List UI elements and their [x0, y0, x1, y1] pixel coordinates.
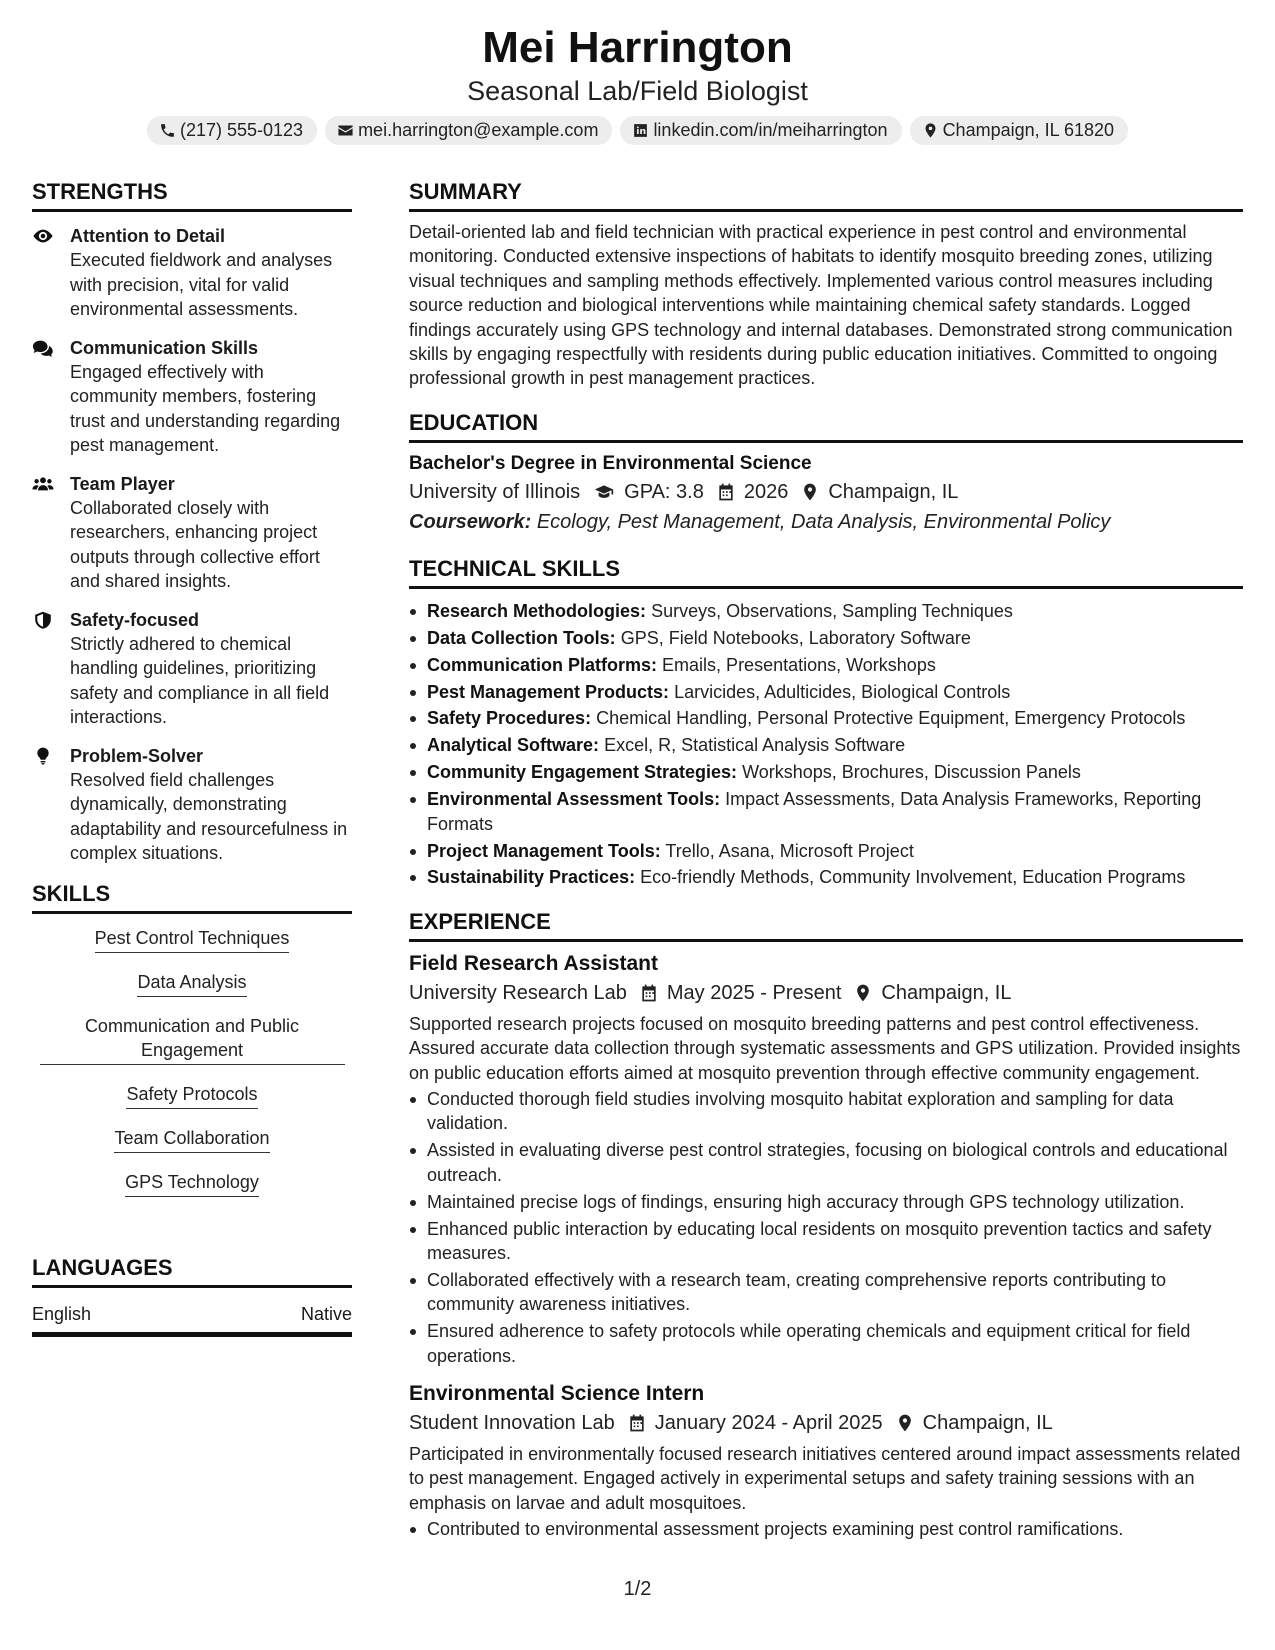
- skill-value: Trello, Asana, Microsoft Project: [665, 840, 914, 861]
- technical-skill-item: [409, 599, 1243, 623]
- education-heading: EDUCATION: [409, 409, 1243, 443]
- job-location: Champaign, IL: [881, 981, 1012, 1004]
- map-pin-icon: [853, 983, 873, 1003]
- job-org: Student Innovation Lab: [409, 1412, 615, 1434]
- job-bullet: Conducted thorough field studies involving mosquito habitat exploration and sampling for data validation.: [409, 1087, 1243, 1136]
- skill-value: Excel, R, Statistical Analysis Software: [604, 735, 906, 756]
- skill-item: Pest Control Techniques: [95, 926, 290, 953]
- job-org: University Research Lab: [409, 981, 627, 1004]
- phone-icon: [159, 122, 176, 139]
- contact-phone[interactable]: [147, 116, 317, 145]
- job-bullet: Ensured adherence to safety protocols while operating chemicals and equipment critical for field operations.: [409, 1319, 1243, 1368]
- skill-label: Community Engagement Strategies:: [427, 762, 738, 783]
- contact-location-text: Champaign, IL 61820: [942, 120, 1115, 140]
- job-description: Participated in environmentally focused research initiatives centered around impact assessments related to pest management. Engaged actively in experimental setups and safety training sessions with an emphasis on larvae and adult mosquitoes.: [409, 1444, 1241, 1513]
- contact-bar: [0, 116, 1275, 145]
- job-description: Supported research projects focused on mosquito breeding patterns and pest control effectiveness. Assured accurate data collection through systematic assessments and GPS utilization. Provided insights on public education efforts aimed at mosquito prevention through effective community engagement.: [409, 1013, 1241, 1083]
- strength-item: [32, 224, 352, 322]
- job-dates: January 2024 - April 2025: [654, 1412, 883, 1434]
- map-pin-icon: [895, 1413, 915, 1433]
- experience-section: [409, 908, 1243, 1542]
- skill-item: Safety Protocols: [126, 1082, 257, 1109]
- skill-label: Research Methodologies:: [427, 600, 647, 621]
- strengths-section: [32, 178, 352, 866]
- technical-skill-item: [409, 653, 1243, 677]
- strength-title: Problem-Solver: [70, 745, 204, 766]
- skill-value: Emails, Presentations, Workshops: [662, 654, 936, 675]
- contact-location: [910, 116, 1128, 145]
- job-title: Environmental Science Intern: [409, 1382, 705, 1405]
- left-column: [32, 178, 352, 1337]
- lightbulb-icon: [32, 746, 54, 766]
- coursework-list: Ecology, Pest Management, Data Analysis, Environmental Policy: [536, 510, 1111, 533]
- job-entry: [409, 1380, 1243, 1542]
- strength-desc: Engaged effectively with community members, fostering trust and understanding regarding pest management.: [70, 361, 341, 455]
- technical-skill-item: [409, 760, 1243, 784]
- map-pin-icon: [800, 482, 820, 502]
- resume-header: [0, 22, 1275, 145]
- school-name: University of Illinois: [409, 480, 581, 503]
- technical-skill-item: [409, 680, 1243, 704]
- technical-skills-heading: TECHNICAL SKILLS: [409, 555, 1243, 589]
- calendar-icon: [639, 983, 659, 1003]
- strength-item: [32, 472, 352, 594]
- job-meta: [409, 978, 1243, 1008]
- contact-email-text: mei.harrington@example.com: [358, 120, 599, 140]
- graduation-cap-icon: [592, 482, 616, 502]
- strength-desc: Strictly adhered to chemical handling guidelines, prioritizing safety and compliance in all field interactions.: [70, 633, 330, 727]
- eye-icon: [32, 226, 54, 246]
- contact-phone-text: (217) 555-0123: [179, 120, 304, 140]
- language-level: Native: [300, 1303, 352, 1324]
- skill-value: Eco-friendly Methods, Community Involvement, Education Programs: [640, 867, 1186, 888]
- contact-email[interactable]: [325, 116, 612, 145]
- job-bullet: Assisted in evaluating diverse pest control strategies, focusing on biological controls and educational outreach.: [409, 1138, 1243, 1187]
- technical-skills-section: [409, 555, 1243, 890]
- strength-item: [32, 336, 352, 458]
- skills-heading: SKILLS: [32, 880, 352, 914]
- technical-skill-item: [409, 706, 1243, 730]
- candidate-name: Mei Harrington: [482, 23, 793, 72]
- experience-heading: EXPERIENCE: [409, 908, 1243, 942]
- skill-label: Data Collection Tools:: [427, 627, 616, 648]
- skills-section: [32, 880, 352, 1214]
- technical-skill-item: [409, 839, 1243, 863]
- strength-title: Communication Skills: [70, 337, 259, 358]
- degree-title: Bachelor's Degree in Environmental Science: [409, 452, 812, 474]
- candidate-title: Seasonal Lab/Field Biologist: [467, 76, 808, 106]
- strength-title: Safety-focused: [70, 609, 200, 630]
- language-level-bar: [32, 1332, 352, 1337]
- skill-value: GPS, Field Notebooks, Laboratory Software: [620, 627, 971, 648]
- contact-linkedin[interactable]: [620, 116, 901, 145]
- strength-title: Attention to Detail: [70, 226, 225, 246]
- skill-value: Impact Assessments, Data Analysis Frameworks, Reporting Formats: [427, 789, 1202, 834]
- education-meta: [409, 477, 1243, 507]
- job-bullet: Contributed to environmental assessment projects examining pest control ramifications.: [409, 1517, 1243, 1541]
- coursework-label: Coursework:: [409, 510, 532, 533]
- technical-skill-item: [409, 733, 1243, 757]
- summary-heading: SUMMARY: [409, 178, 1243, 212]
- calendar-icon: [627, 1413, 647, 1433]
- strength-desc: Executed fieldwork and analyses with precision, vital for valid environmental assessments.: [70, 250, 333, 319]
- strengths-heading: STRENGTHS: [32, 178, 352, 212]
- graduation-year: 2026: [743, 480, 789, 503]
- skill-label: Pest Management Products:: [427, 681, 670, 702]
- contact-linkedin-text: linkedin.com/in/meiharrington: [653, 120, 888, 140]
- languages-heading: LANGUAGES: [32, 1254, 352, 1288]
- coursework: [409, 507, 1243, 537]
- right-column: [409, 178, 1243, 1544]
- education-section: [409, 409, 1243, 537]
- users-icon: [32, 474, 54, 494]
- skill-item: Communication and Public Engagement: [40, 1014, 345, 1065]
- job-meta: [409, 1408, 1243, 1438]
- school-location: Champaign, IL: [828, 480, 959, 503]
- technical-skill-item: [409, 787, 1243, 836]
- calendar-icon: [716, 482, 736, 502]
- language-name: English: [32, 1303, 92, 1324]
- shield-icon: [32, 610, 54, 630]
- skill-item: Team Collaboration: [114, 1126, 269, 1153]
- skill-value: Larvicides, Adulticides, Biological Controls: [674, 681, 1011, 702]
- strength-item: [32, 744, 352, 866]
- envelope-icon: [337, 122, 354, 139]
- job-bullet: Enhanced public interaction by educating local residents on mosquito prevention tactics and safety measures.: [409, 1217, 1243, 1266]
- skill-label: Sustainability Practices:: [427, 867, 636, 888]
- job-dates: May 2025 - Present: [666, 981, 842, 1004]
- map-pin-icon: [922, 122, 939, 139]
- linkedin-icon: [632, 122, 649, 139]
- job-title: Field Research Assistant: [409, 951, 658, 975]
- skill-label: Analytical Software:: [427, 735, 600, 756]
- job-location: Champaign, IL: [922, 1412, 1053, 1434]
- skill-label: Environmental Assessment Tools:: [427, 789, 721, 810]
- job-bullet: Maintained precise logs of findings, ensuring high accuracy through GPS technology utilization.: [409, 1190, 1243, 1214]
- technical-skill-item: [409, 626, 1243, 650]
- comments-icon: [32, 338, 54, 358]
- strength-title: Team Player: [70, 473, 175, 494]
- skill-value: Workshops, Brochures, Discussion Panels: [742, 762, 1081, 783]
- technical-skill-item: [409, 865, 1243, 889]
- skill-value: Surveys, Observations, Sampling Techniques: [651, 600, 1013, 621]
- skill-label: Communication Platforms:: [427, 654, 658, 675]
- job-entry: [409, 950, 1243, 1368]
- language-row: [32, 1302, 352, 1326]
- skill-label: Project Management Tools:: [427, 840, 661, 861]
- page-number: 1/2: [623, 1578, 652, 1600]
- skill-item: GPS Technology: [125, 1170, 259, 1197]
- skill-item: Data Analysis: [137, 970, 246, 997]
- strength-desc: Collaborated closely with researchers, enhancing project outputs through collective effort and shared insights.: [70, 497, 320, 591]
- skill-label: Safety Procedures:: [427, 708, 592, 729]
- summary-section: [409, 178, 1243, 391]
- summary-text: Detail-oriented lab and field technician with practical experience in pest control and environmental monitoring. Conducted extensive inspections of habitats to identify mosquito breeding zones, utilizing visual techniques and sampling methods effectively. Implemented various control measures including source reduction and biological interventions while maintaining chemical safety standards. Logged findings accurately using GPS technology and internal databases. Demonstrated strong communication skills by engaging respectfully with residents during public education initiatives. Committed to ongoing professional growth in pest management practices.: [409, 222, 1233, 389]
- job-bullet: Collaborated effectively with a research team, creating comprehensive reports contributing to community awareness initiatives.: [409, 1268, 1243, 1317]
- skill-value: Chemical Handling, Personal Protective Equipment, Emergency Protocols: [596, 708, 1186, 729]
- languages-section: [32, 1254, 352, 1337]
- gpa: GPA: 3.8: [624, 480, 704, 503]
- strength-item: [32, 608, 352, 730]
- strength-desc: Resolved field challenges dynamically, demonstrating adaptability and resourcefulness in complex situations.: [70, 769, 348, 863]
